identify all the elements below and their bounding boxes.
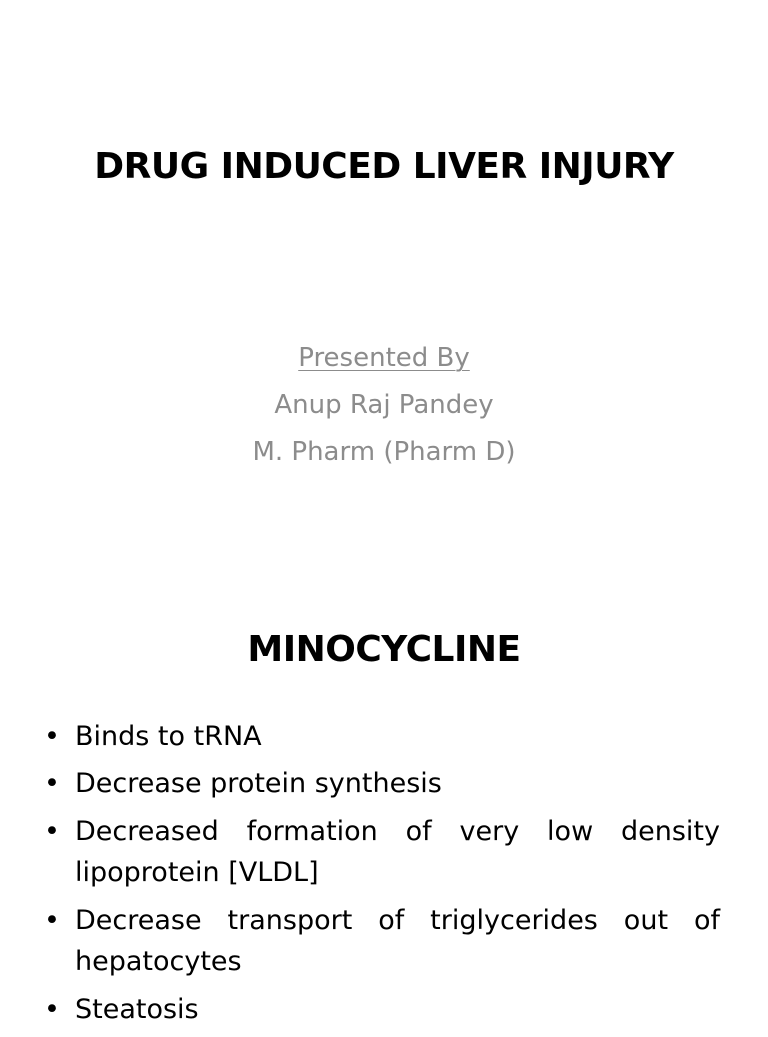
bullet-text: Binds to tRNA	[75, 721, 262, 752]
bullet-icon: •	[44, 816, 60, 847]
bullet-text: Decrease protein synthesis	[75, 768, 442, 799]
bullet-text: Steatosis	[75, 994, 199, 1025]
slide-minocycline	[0, 576, 768, 1024]
slide-minocycline-heading: MINOCYCLINE	[247, 629, 521, 670]
bullet-item	[0, 811, 768, 893]
slide-title-heading: DRUG INDUCED LIVER INJURY	[94, 146, 674, 187]
bullet-icon: •	[44, 768, 60, 799]
presenter-degree: M. Pharm (Pharm D)	[252, 437, 516, 467]
bullet-icon: •	[44, 905, 60, 936]
presenter-name: Anup Raj Pandey	[274, 390, 494, 420]
bullet-text: Decreased formation of very low density lipoprotein [VLDL]	[75, 816, 720, 888]
bullet-icon: •	[44, 721, 60, 752]
presenter-info	[0, 335, 768, 476]
bullet-icon: •	[44, 994, 60, 1025]
bullet-item	[0, 900, 768, 982]
bullet-text: Decrease transport of triglycerides out of hepatocytes	[75, 905, 720, 977]
bullet-list	[0, 716, 768, 1037]
bullet-item	[0, 763, 768, 804]
bullet-item	[0, 716, 768, 757]
presented-by-label: Presented By	[298, 343, 470, 373]
